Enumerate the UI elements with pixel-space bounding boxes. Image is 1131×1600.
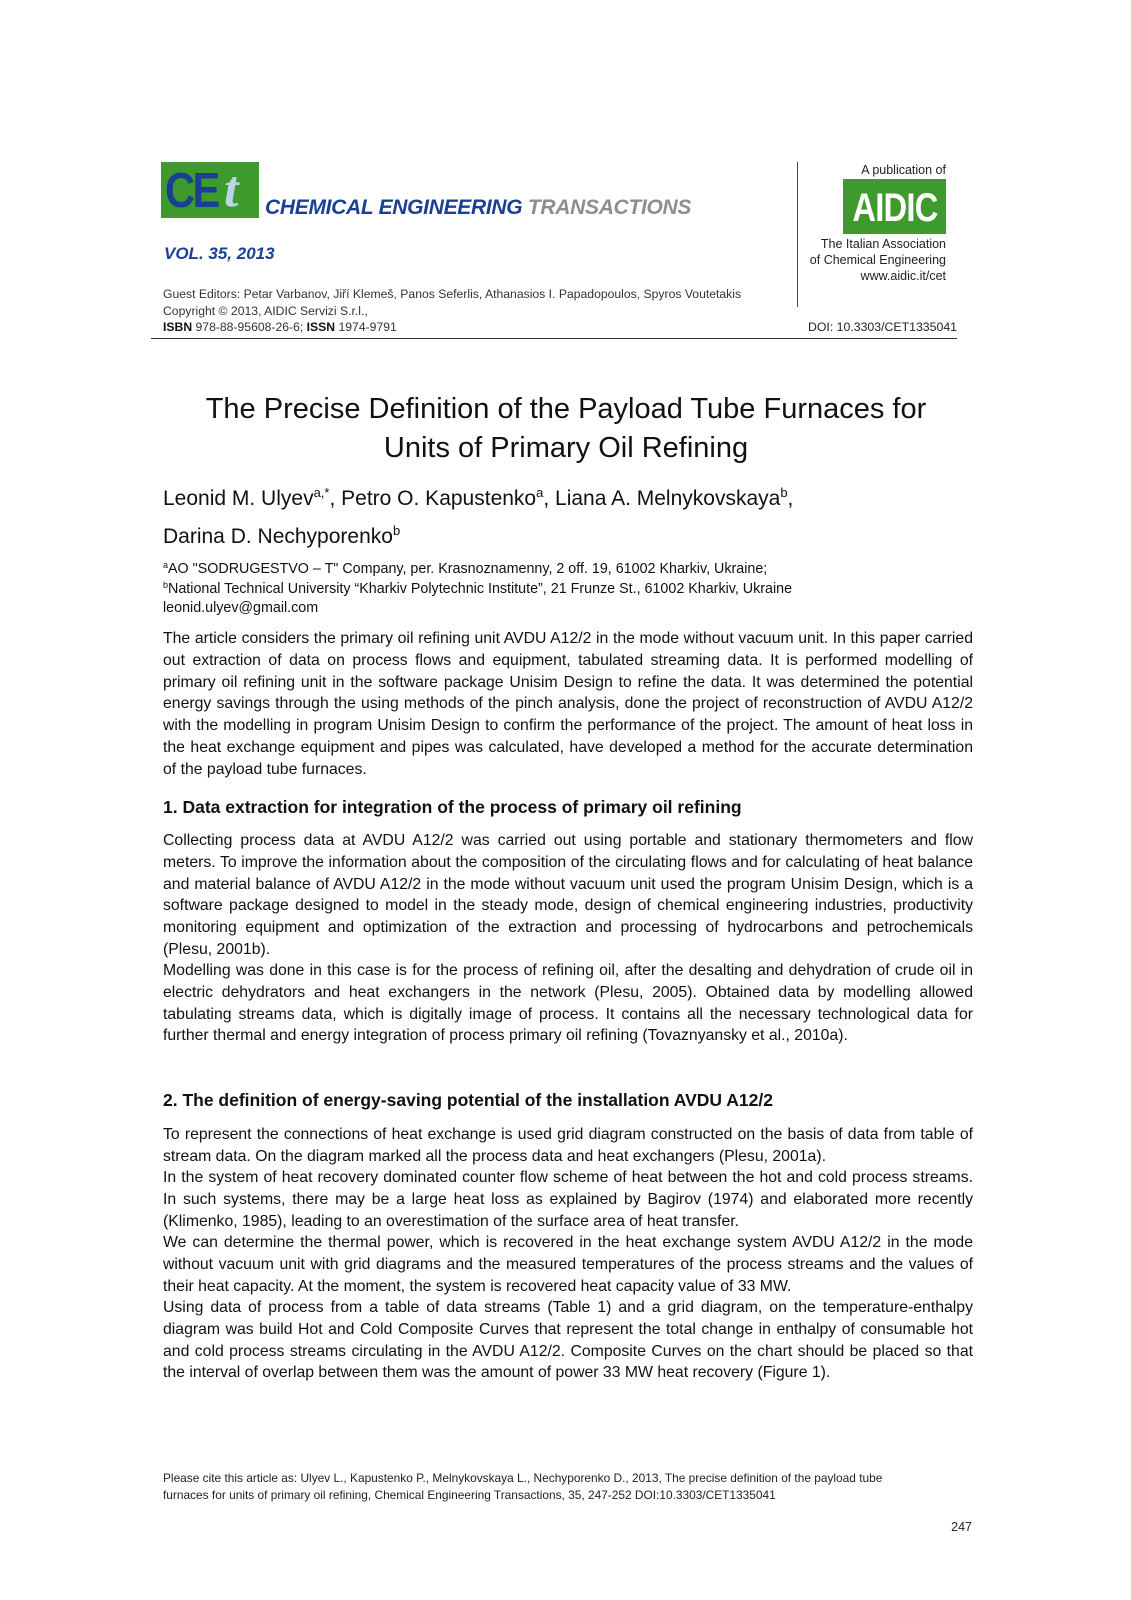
aidic-logo xyxy=(843,179,946,234)
affiliation-a: $^a$AO "SODRUGESTVO – T" Company, per. Krasnoznamenny, 2 off. 19, 61002 Kharkiv, Ukraine; xyxy=(163,560,768,577)
isbn-label: ISBN xyxy=(163,320,193,334)
author-line-2 xyxy=(163,518,793,556)
journal-title xyxy=(265,196,691,220)
abstract: The article considers the primary oil refining unit AVDU A12/2 in the mode without vacuum unit. In this paper carried out extraction of data on process flows and equipment, tabulated streaming data. It is performed modelling of primary oil refining unit in the software package Unisim Design to refine the data. It was determined the potential energy savings through the using methods of the pinch analysis, done the project of reconstruction of AVDU A12/2 with the modelling in program Unisim Design to confirm the performance of the project. The amount of heat loss in the heat exchange equipment and pipes was calculated, have developed a method for the accurate determination of the payload tube furnaces. xyxy=(163,630,973,778)
author-sup: b xyxy=(392,523,401,538)
section-1-heading: 1. Data extraction for integration of the process of primary oil refining xyxy=(163,797,742,817)
editors-block xyxy=(163,286,741,336)
affiliation-b: $^b$National Technical University “Kharkiv Polytechnic Institute”, 21 Frunze St., 61002 Kharkiv, Ukraine xyxy=(163,579,793,597)
cet-logo-ce: CE xyxy=(165,164,218,218)
guest-editors: Guest Editors: Petar Varbanov, Jiří Klemeš, Panos Seferlis, Athanasios I. Papadopoulos, Spyros Voutetakis xyxy=(163,287,742,301)
author-sup: a xyxy=(536,485,544,500)
section-1-paragraph-1: Collecting process data at AVDU A12/2 was carried out using portable and stationary thermometers and flow meters. To improve the information about the composition of the circulating flows and for calculating of heat balance and material balance of AVDU A12/2 in the mode without vacuum unit used the program Unisim Design, which is a software package designed to model in the steady mode, design of chemical engineering industries, productivity monitoring equipment and optimization of the extraction and processing of hydrocarbons and petrochemicals (Plesu, 2001b). xyxy=(163,832,973,958)
isbn-line xyxy=(163,319,741,336)
author-line-1: Leonid M. Ulyev$^{a,*}$, Petro O. Kapustenko$^a$, Liana A. Melnykovskaya$^b$, xyxy=(163,485,794,510)
author-sup: a,* xyxy=(313,485,330,500)
volume-label: VOL. 35, 2013 xyxy=(164,244,275,263)
aidic-logo-text: AIDIC xyxy=(852,186,938,230)
journal-title-main: CHEMICAL ENGINEERING xyxy=(265,196,523,219)
contact-email[interactable]: leonid.ulyev@gmail.com xyxy=(163,600,319,616)
publisher-line1: The Italian Association xyxy=(820,237,946,251)
publisher-line2: of Chemical Engineering xyxy=(809,253,946,267)
issn-value: 1974-9791 xyxy=(338,320,397,334)
publication-note: A publication of xyxy=(861,163,946,177)
section-2-paragraph-3: We can determine the thermal power, which is recovered in the heat exchange system AVDU A12/2 in the mode without vacuum unit with grid diagrams and the measured temperatures of the process streams and the values of their heat capacity. At the moment, the system is recovered heat capacity value of 33 MW. xyxy=(163,1234,973,1295)
citation-line-2: furnaces for units of primary oil refining, Chemical Engineering Transactions, 35, 247-252 DOI:10.3303/CET1335041 xyxy=(163,1488,776,1502)
journal-title-accent: TRANSACTIONS xyxy=(527,196,692,219)
page-number: 247 xyxy=(951,1520,972,1534)
section-2-paragraph-1: To represent the connections of heat exchange is used grid diagram constructed on the basis of data from table of stream data. On the diagram marked all the process data and heat exchangers (Plesu, 2001a). xyxy=(163,1126,973,1165)
section-2-paragraph-2: In the system of heat recovery dominated counter flow scheme of heat between the hot and cold process streams. In such systems, there may be a large heat loss as explained by Bagirov (1974) and elaborated more recently (Klimenko, 1985), leading to an overestimation of the surface area of heat transfer. xyxy=(163,1169,973,1230)
publisher-info xyxy=(800,236,946,284)
section-1-paragraph-2: Modelling was done in this case is for the process of refining oil, after the desalting and dehydration of crude oil in electric dehydrators and heat exchangers in the network (Plesu, 2005). Obtained data by modelling allowed tabulating streams data, which is digitally image of process. It contains all the necessary technological data for further thermal and energy integration of process primary oil refining (Tovaznyansky et al., 2010a). xyxy=(163,962,973,1045)
author-sup: b xyxy=(780,485,788,500)
cet-logo-t: t xyxy=(224,162,239,218)
isbn-value: 978-88-95608-26-6; xyxy=(195,320,304,334)
section-2-paragraph-4: Using data of process from a table of data streams (Table 1) and a grid diagram, on the temperature-enthalpy diagram was build Hot and Cold Composite Curves that represent the total change in enthalpy of consumable hot and cold process streams circulating in the AVDU A12/2. Composite Curves on the chart should be placed so that the interval of overlap between them was the amount of power 33 MW heat recovery (Figure 1). xyxy=(163,1299,973,1382)
affiliations xyxy=(163,560,792,619)
copyright-line: Copyright © 2013, AIDIC Servizi S.r.l., xyxy=(163,303,368,318)
author-name: Leonid M. Ulyev xyxy=(163,487,314,510)
citation-line-1: Please cite this article as: Ulyev L., Kapustenko P., Melnykovskaya L., Nechyporenko D., 2013, The precise definition of the payload tube xyxy=(163,1471,883,1485)
issn-label: ISSN xyxy=(306,320,336,334)
author-name: Darina D. Nechyporenko xyxy=(163,525,393,548)
author-name: Liana A. Melnykovskaya xyxy=(555,487,781,510)
header-rule xyxy=(151,338,957,339)
article-title xyxy=(150,390,982,468)
section-2-heading: 2. The definition of energy-saving potential of the installation AVDU A12/2 xyxy=(163,1090,773,1110)
title-line-2: Units of Primary Oil Refining xyxy=(383,432,749,464)
doi-label: DOI: 10.3303/CET1335041 xyxy=(807,320,957,334)
author-name: Petro O. Kapustenko xyxy=(341,487,537,510)
header-divider xyxy=(797,162,798,307)
author-list xyxy=(163,480,793,556)
publisher-url[interactable]: www.aidic.it/cet xyxy=(860,269,946,283)
cet-logo xyxy=(161,162,259,218)
title-line-1: The Precise Definition of the Payload Tube Furnaces for xyxy=(205,393,927,425)
citation-note xyxy=(163,1470,973,1504)
